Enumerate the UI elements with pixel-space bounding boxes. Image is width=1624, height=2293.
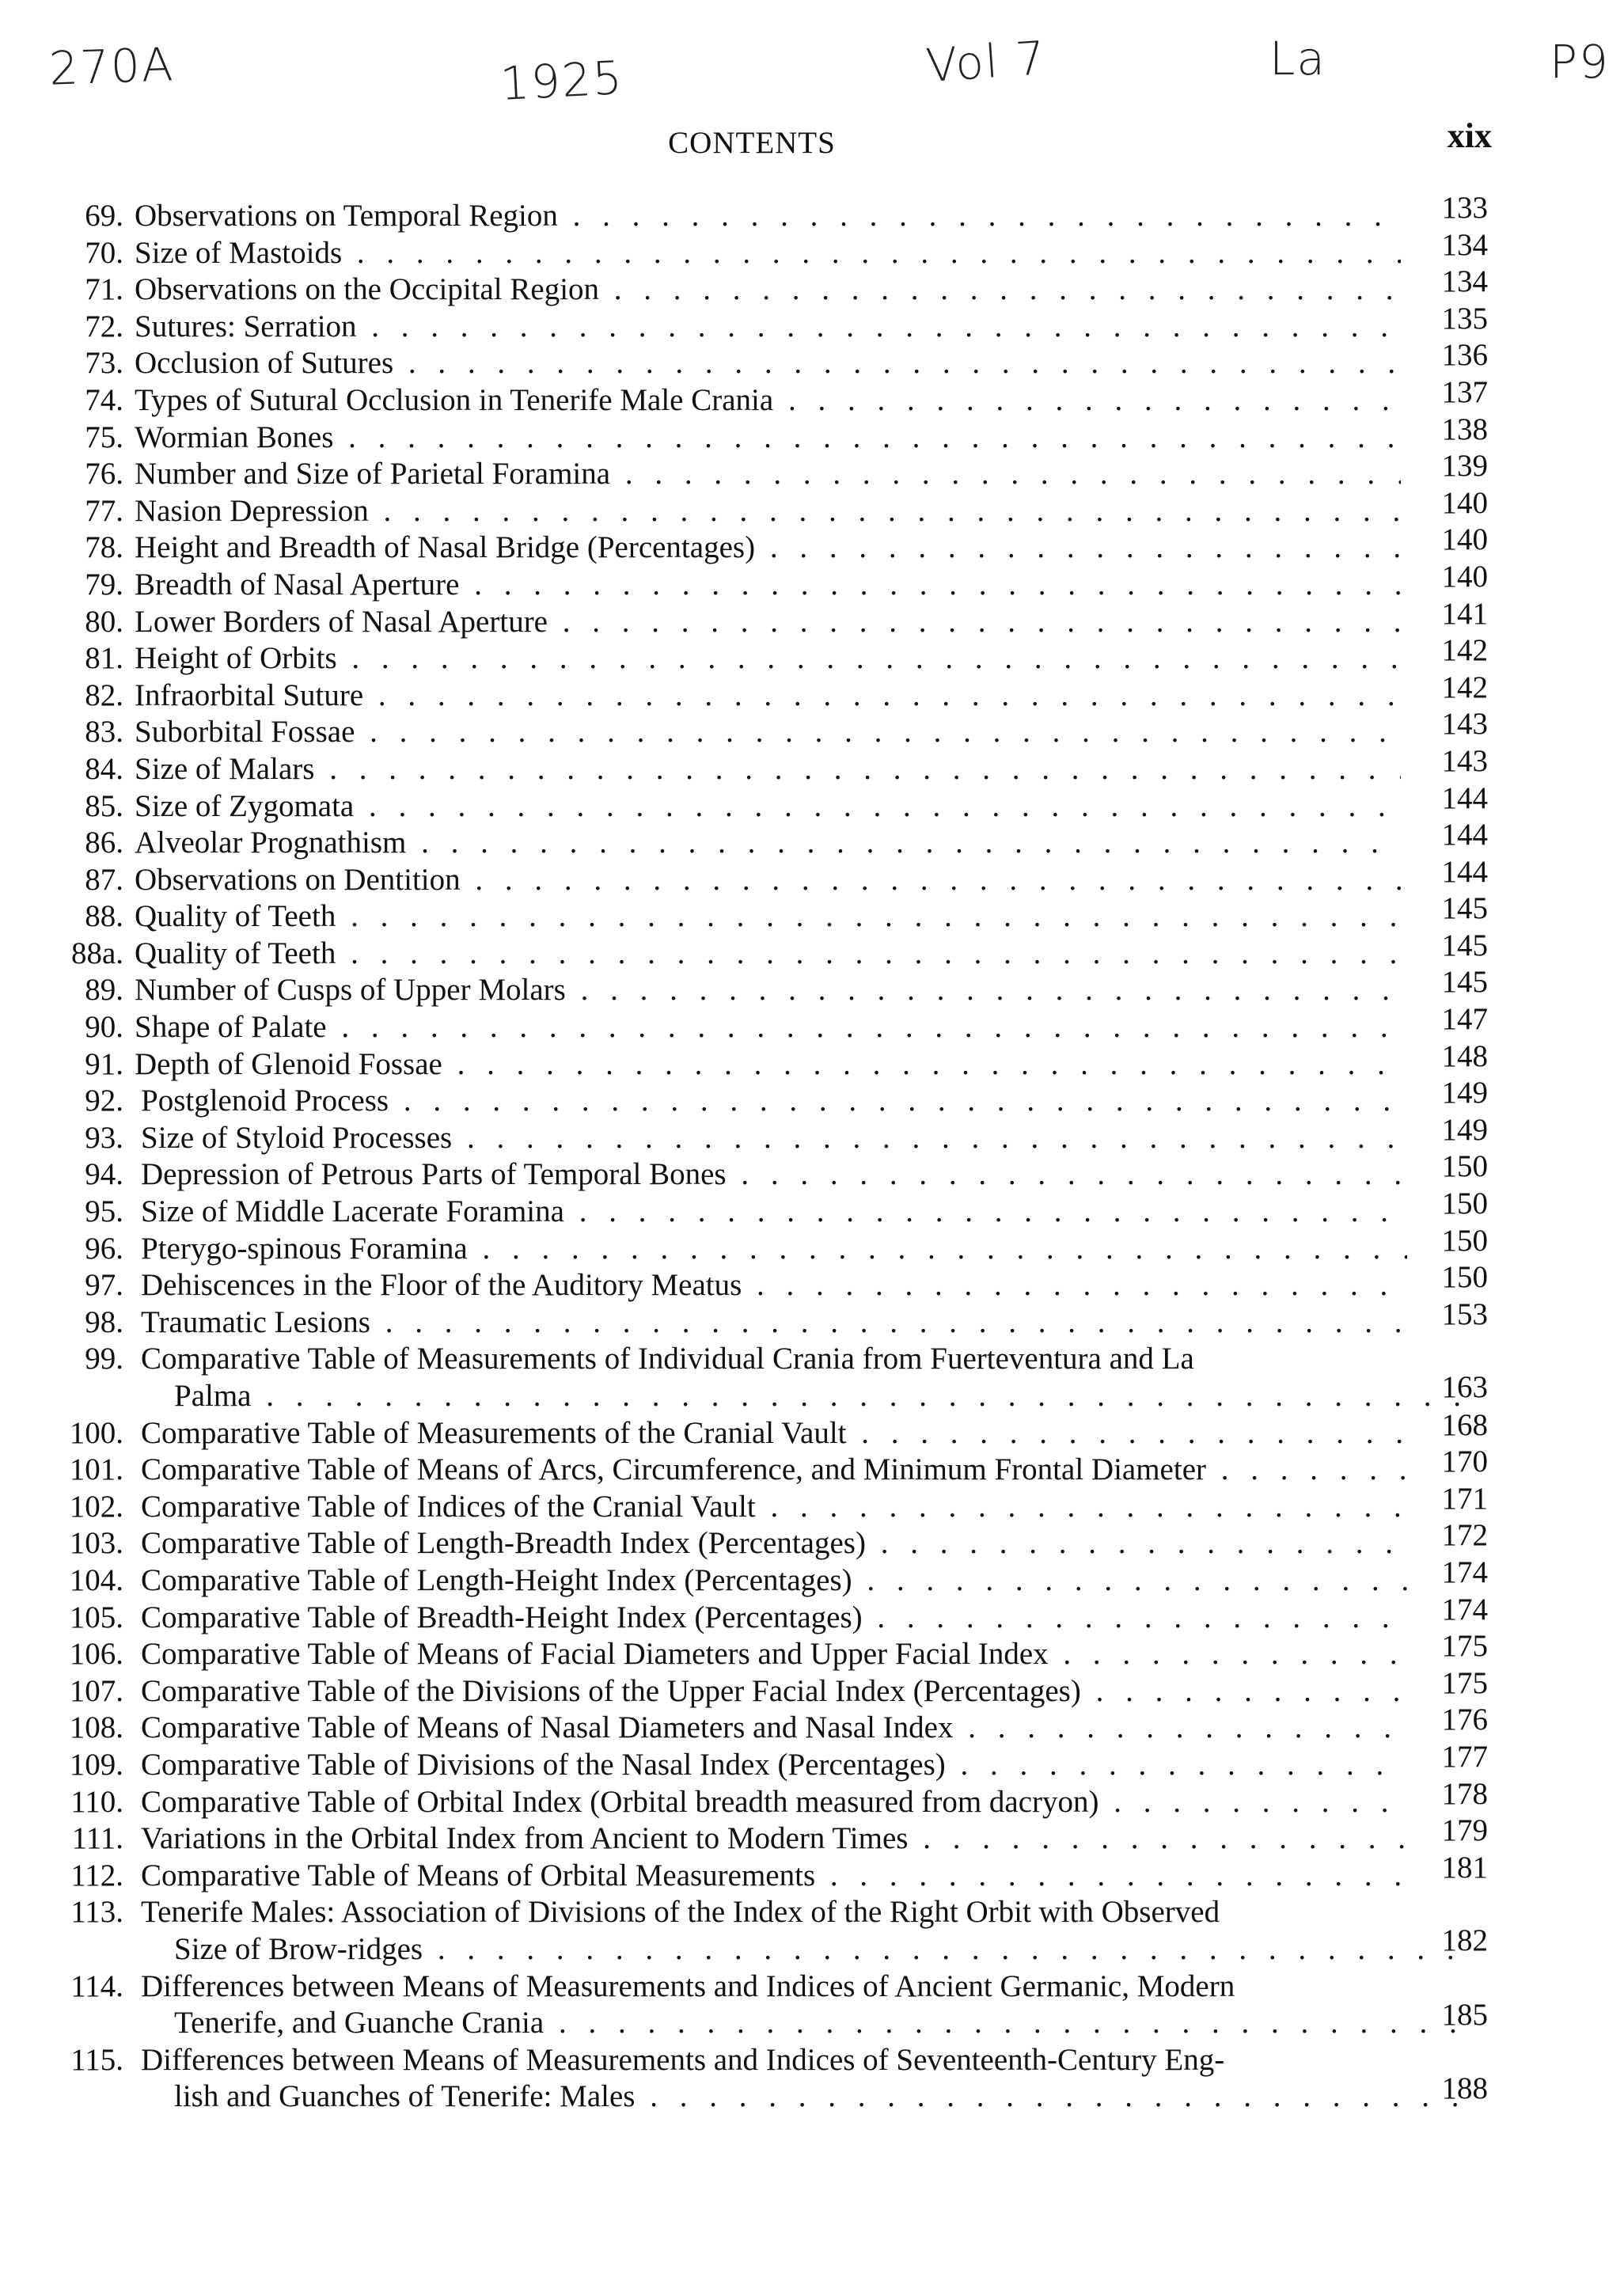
toc-entry-number: 94.: [85, 1157, 123, 1192]
toc-entry-number: 95.: [85, 1194, 123, 1229]
handwritten-note: P9: [1550, 35, 1610, 89]
toc-entry: [47, 670, 1488, 715]
toc-entry-title: [141, 1710, 1407, 1747]
toc-entry-title-text: Depression of Petrous Parts of Temporal Bones: [141, 1157, 727, 1192]
toc-entry-title: [141, 1673, 1407, 1710]
toc-entry-number: 85.: [85, 788, 123, 823]
toc-entry-number: 109.: [69, 1747, 123, 1782]
toc-entry-page: 150: [1441, 1223, 1488, 1258]
toc-entry: [47, 1260, 1488, 1304]
toc-entry: [47, 522, 1488, 567]
toc-entry-title-text: Height of Orbits: [135, 641, 337, 676]
toc-entry-title-text: Size of Styloid Processes: [141, 1120, 453, 1155]
toc-entry-title-text: Comparative Table of Means of Orbital Measurements: [141, 1858, 816, 1892]
toc-entry: [47, 227, 1488, 272]
toc-entry-number: 72.: [85, 309, 123, 344]
toc-entry-page: 135: [1441, 301, 1488, 336]
toc-entry-page: 177: [1441, 1739, 1488, 1774]
toc-entry-page: 179: [1441, 1813, 1488, 1848]
toc-entry-title: [135, 530, 1401, 567]
toc-entry-title: [135, 640, 1401, 678]
toc-entry-page: 141: [1441, 596, 1488, 631]
toc-entry-page: 174: [1441, 1555, 1488, 1589]
toc-entry-title: [135, 493, 1401, 530]
toc-entry-page: 149: [1441, 1076, 1488, 1110]
toc-entry: [47, 1776, 1488, 1821]
toc-entry: [47, 1703, 1488, 1747]
toc-entry-number: 114.: [70, 1968, 123, 2003]
toc-entry-page: 175: [1441, 1629, 1488, 1664]
toc-entry-title: [135, 1009, 1401, 1046]
toc-entry-title: [135, 825, 1401, 862]
toc-entry: [47, 1407, 1488, 1452]
toc-entry-page: 144: [1441, 818, 1488, 852]
toc-entry-title: [135, 456, 1401, 493]
toc-entry-title-text: Size of Malars: [135, 751, 315, 786]
toc-entry-number: 113.: [70, 1895, 123, 1930]
toc-entry: [47, 891, 1488, 936]
toc-entry-page: 163: [1441, 1370, 1488, 1405]
toc-entry-title-text: Comparative Table of Indices of the Cranial Vault: [141, 1489, 756, 1524]
toc-entry-title-continuation: Size of Brow-ridges . . .: [141, 1931, 1463, 1968]
toc-entry-title: [141, 2042, 1463, 2116]
toc-entry-page: 142: [1441, 633, 1488, 668]
toc-entry-title: [141, 1120, 1407, 1157]
toc-entry: [47, 1555, 1488, 1600]
toc-entry-title: [141, 1231, 1407, 1268]
handwritten-note: Vol 7: [924, 30, 1049, 93]
toc-entry-number: 79.: [85, 567, 123, 602]
toc-entry-title: [135, 714, 1401, 751]
toc-entry-title: [141, 1341, 1463, 1414]
toc-entry-title: [135, 936, 1401, 973]
toc-entry: [47, 1518, 1488, 1562]
toc-entry-title: [135, 271, 1401, 309]
toc-entry-number: 97.: [85, 1268, 123, 1303]
toc-entry-title: [135, 972, 1401, 1009]
toc-entry-title-text: Lower Borders of Nasal Aperture: [135, 604, 548, 639]
toc-entry-title-text: Suborbital Fossae: [135, 715, 355, 750]
toc-entry: [47, 1038, 1488, 1084]
toc-entry-page: 140: [1441, 522, 1488, 557]
toc-entry-page: 139: [1441, 449, 1488, 484]
toc-entry-title: [135, 678, 1401, 715]
toc-entry-title-text: Types of Sutural Occlusion in Tenerife Male Crania: [135, 382, 774, 417]
toc-entry-page: 168: [1441, 1407, 1488, 1442]
toc-entry-number: 88a.: [70, 936, 123, 970]
toc-entry-title-text: Number of Cusps of Upper Molars: [135, 973, 566, 1008]
toc-entry-title: [135, 567, 1401, 604]
toc-entry-title-text: Differences between Means of Measurements and Indices of Ancient Germanic, Modern: [141, 1968, 1235, 2003]
toc-entry-title: [141, 1968, 1463, 2042]
toc-entry-title-text: Breadth of Nasal Aperture: [135, 567, 460, 602]
toc-entry-title-text: Depth of Glenoid Fossae: [135, 1046, 442, 1081]
toc-entry-number: 78.: [85, 530, 123, 565]
toc-entry-page: 140: [1441, 485, 1488, 520]
toc-entry-title: [141, 1784, 1407, 1821]
toc-entry-page: 147: [1441, 1002, 1488, 1037]
toc-entry-title: [135, 419, 1401, 457]
toc-entry-title-text: Size of Zygomata: [135, 788, 355, 823]
toc-entry: [47, 449, 1488, 493]
toc-entry-number: 70.: [85, 235, 123, 270]
toc-entry-number: 112.: [70, 1858, 123, 1892]
toc-entry: [47, 1592, 1488, 1637]
toc-entry-number: 96.: [85, 1231, 123, 1266]
toc-entry-number: 69.: [85, 199, 123, 233]
toc-entry-number: 80.: [85, 604, 123, 639]
toc-entry-title-text: Comparative Table of Breadth-Height Index (Percentages): [141, 1600, 863, 1634]
toc-entry-number: 81.: [85, 641, 123, 676]
toc-entry-number: 71.: [85, 272, 123, 307]
toc-entry-title-text: Comparative Table of Length-Breadth Index (Percentages): [141, 1526, 866, 1561]
toc-entry: [47, 707, 1488, 751]
toc-entry-title-text: Comparative Table of the Divisions of the Upper Facial Index (Percentages): [141, 1673, 1081, 1708]
toc-entry-title: [135, 309, 1401, 346]
toc-entry: [47, 1296, 1488, 1342]
toc-entry-page: 138: [1441, 412, 1488, 446]
toc-entry-number: 92.: [85, 1084, 123, 1118]
toc-entry-page: 145: [1441, 928, 1488, 962]
toc-entry-title: [141, 1562, 1407, 1600]
toc-entry-page: 174: [1441, 1592, 1488, 1627]
toc-entry-page: 143: [1441, 743, 1488, 778]
running-title: CONTENTS: [668, 126, 836, 160]
toc-entry-page: 176: [1441, 1703, 1488, 1737]
toc-entry-page: 150: [1441, 1186, 1488, 1221]
toc-entry-title-text: Pterygo-spinous Foramina: [141, 1231, 468, 1266]
toc-entry-title-text: Number and Size of Parietal Foramina: [135, 457, 611, 492]
toc-entry-page: 143: [1441, 707, 1488, 742]
toc-entry-number: 103.: [69, 1526, 123, 1561]
toc-entry-number: 102.: [69, 1489, 123, 1524]
toc-entry-title: [141, 1452, 1407, 1489]
toc-entry-page: 140: [1441, 559, 1488, 594]
toc-entry-number: 76.: [85, 457, 123, 492]
toc-entry-title-text: Dehiscences in the Floor of the Auditory Meatus: [141, 1268, 742, 1303]
toc-entry-page: 172: [1441, 1518, 1488, 1553]
toc-entry: [47, 374, 1488, 419]
toc-entry-title: [135, 604, 1401, 641]
toc-entry-page: 137: [1441, 374, 1488, 409]
toc-entry-page: 188: [1441, 2071, 1488, 2105]
toc-entry-title: [141, 1304, 1407, 1342]
toc-entry-page: 148: [1441, 1038, 1488, 1073]
toc-entry-title-continuation: Palma . . .: [141, 1378, 1463, 1415]
toc-entry-number: 87.: [85, 862, 123, 897]
toc-entry-page: 133: [1441, 191, 1488, 225]
toc-entry: [47, 264, 1488, 309]
contents-list: [47, 191, 1488, 2116]
toc-entry-title: [141, 1083, 1407, 1120]
toc-entry-title-text: Comparative Table of Length-Height Index (Percentages): [141, 1562, 852, 1597]
toc-entry: [47, 301, 1488, 346]
toc-entry-title: [135, 788, 1401, 826]
toc-entry-title: [135, 235, 1401, 272]
toc-entry-number: 86.: [85, 826, 123, 860]
toc-entry-title-text: Variations in the Orbital Index from Ancient to Modern Times: [141, 1821, 909, 1856]
toc-entry-title-text: Size of Middle Lacerate Foramina: [141, 1194, 564, 1229]
toc-entry-number: 101.: [69, 1452, 123, 1487]
toc-entry-title: [141, 1820, 1407, 1858]
toc-entry: [47, 1445, 1488, 1489]
toc-entry-title-text: Tenerife Males: Association of Divisions of the Index of the Right Orbit with Observed: [141, 1895, 1220, 1930]
toc-entry-title: [135, 751, 1401, 788]
toc-entry-title-text: Comparative Table of Means of Arcs, Circumference, and Minimum Frontal Diameter: [141, 1452, 1206, 1487]
toc-entry-title-text: Differences between Means of Measurements and Indices of Seventeenth-Century Eng-: [141, 2042, 1225, 2077]
toc-entry: [47, 1665, 1488, 1710]
handwritten-note: 1925: [499, 50, 625, 112]
toc-entry-title-text: Occlusion of Sutures: [135, 346, 394, 381]
toc-entry-page: 171: [1441, 1481, 1488, 1516]
toc-entry-title-text: Quality of Teeth: [135, 936, 336, 970]
toc-entry-page: 153: [1441, 1296, 1488, 1331]
toc-entry-number: 100.: [69, 1415, 123, 1450]
toc-entry: [47, 485, 1488, 530]
toc-entry-number: 98.: [85, 1304, 123, 1339]
toc-entry-title: [141, 1636, 1407, 1673]
toc-entry-number: 88.: [85, 899, 123, 934]
toc-entry: [47, 559, 1488, 604]
toc-entry: [47, 633, 1488, 678]
toc-entry-number: 84.: [85, 751, 123, 786]
toc-entry-number: 107.: [69, 1673, 123, 1708]
toc-entry: [47, 338, 1488, 382]
toc-entry-number: 115.: [70, 2042, 123, 2077]
toc-entry: [47, 1629, 1488, 1673]
page-number: xix: [1447, 116, 1492, 155]
toc-entry-title-text: Height and Breadth of Nasal Bridge (Percentages): [135, 530, 756, 565]
toc-entry-title-text: Observations on Temporal Region: [135, 199, 558, 233]
toc-entry: [47, 1341, 1488, 1414]
toc-entry-title: [135, 198, 1401, 235]
toc-entry-page: 170: [1441, 1445, 1488, 1479]
toc-entry-page: 144: [1441, 780, 1488, 815]
toc-entry-title: [141, 1489, 1407, 1526]
toc-entry-title-text: Traumatic Lesions: [141, 1304, 370, 1339]
toc-entry-page: 150: [1441, 1260, 1488, 1295]
toc-entry: [47, 1739, 1488, 1784]
toc-entry-title: [141, 1600, 1407, 1637]
toc-entry: [47, 2042, 1488, 2116]
toc-entry-page: 142: [1441, 670, 1488, 704]
toc-entry: [47, 928, 1488, 973]
toc-entry-number: 108.: [69, 1710, 123, 1745]
toc-entry-number: 75.: [85, 419, 123, 454]
toc-entry-title-text: Size of Mastoids: [135, 235, 343, 270]
toc-entry-title-text: Shape of Palate: [135, 1010, 327, 1045]
toc-entry-page: 149: [1441, 1112, 1488, 1147]
toc-entry: [47, 191, 1488, 235]
toc-entry-title: [141, 1894, 1463, 1968]
toc-entry-number: 106.: [69, 1637, 123, 1672]
toc-entry-page: 150: [1441, 1149, 1488, 1184]
toc-entry-number: 83.: [85, 715, 123, 750]
toc-entry-title: [135, 345, 1401, 382]
toc-entry-title-text: Sutures: Serration: [135, 309, 357, 344]
toc-entry-page: 134: [1441, 264, 1488, 299]
toc-entry-title-text: Comparative Table of Divisions of the Nasal Index (Percentages): [141, 1747, 946, 1782]
toc-entry-title: [135, 898, 1401, 936]
toc-entry-page: 136: [1441, 338, 1488, 373]
handwritten-note: La: [1269, 32, 1326, 85]
toc-entry: [47, 1186, 1488, 1231]
toc-entry: [47, 596, 1488, 641]
toc-entry-number: 77.: [85, 493, 123, 528]
toc-entry-title-text: Observations on Dentition: [135, 862, 461, 897]
toc-entry-number: 90.: [85, 1010, 123, 1045]
toc-entry-title-text: Comparative Table of Means of Nasal Diameters and Nasal Index: [141, 1710, 954, 1745]
toc-entry-page: 145: [1441, 965, 1488, 1000]
toc-entry-page: 181: [1441, 1850, 1488, 1885]
toc-entry-title: [141, 1747, 1407, 1784]
toc-entry-title-continuation: Tenerife, and Guanche Crania . . .: [141, 2005, 1463, 2042]
toc-entry-page: 175: [1441, 1665, 1488, 1700]
toc-entry-page: 134: [1441, 227, 1488, 262]
toc-entry-number: 105.: [69, 1600, 123, 1634]
toc-entry-title: [141, 1156, 1407, 1194]
toc-entry-number: 104.: [69, 1562, 123, 1597]
toc-entry-title-text: Infraorbital Suture: [135, 678, 364, 712]
toc-entry: [47, 1968, 1488, 2042]
handwritten-note: 270A: [47, 37, 176, 96]
toc-entry-number: 110.: [70, 1784, 123, 1819]
toc-entry-title: [141, 1525, 1407, 1562]
toc-entry-number: 93.: [85, 1120, 123, 1155]
toc-entry-title: [141, 1415, 1407, 1452]
toc-entry-title-text: Nasion Depression: [135, 493, 369, 528]
toc-entry-title: [141, 1858, 1407, 1895]
toc-entry-title-text: Comparative Table of Measurements of Individual Crania from Fuerteventura and La: [141, 1342, 1194, 1376]
toc-entry: [47, 965, 1488, 1009]
toc-entry-number: 99.: [85, 1342, 123, 1376]
toc-entry: [47, 1894, 1488, 1968]
toc-entry-title-text: Comparative Table of Means of Facial Diameters and Upper Facial Index: [141, 1637, 1049, 1672]
toc-entry-title-text: Observations on the Occipital Region: [135, 272, 600, 307]
toc-entry: [47, 854, 1488, 899]
toc-entry-number: 111.: [71, 1821, 123, 1856]
toc-entry: [47, 1002, 1488, 1046]
toc-entry-title: [141, 1267, 1407, 1304]
toc-entry-title-continuation: lish and Guanches of Tenerife: Males . . .: [141, 2079, 1463, 2116]
toc-entry-page: 145: [1441, 891, 1488, 926]
toc-entry: [47, 1850, 1488, 1895]
toc-entry: [47, 818, 1488, 862]
toc-entry-title-text: Postglenoid Process: [141, 1084, 389, 1118]
toc-entry-page: 178: [1441, 1776, 1488, 1811]
toc-entry-title: [135, 862, 1401, 899]
toc-entry-title-text: Alveolar Prognathism: [135, 826, 407, 860]
toc-entry-number: 89.: [85, 973, 123, 1008]
toc-entry-number: 82.: [85, 678, 123, 712]
toc-entry: [47, 1813, 1488, 1858]
toc-entry-number: 73.: [85, 346, 123, 381]
toc-entry-page: 182: [1441, 1923, 1488, 1958]
toc-entry: [47, 1481, 1488, 1526]
toc-entry-title-text: Wormian Bones: [135, 419, 334, 454]
toc-entry: [47, 412, 1488, 457]
toc-entry-page: 144: [1441, 854, 1488, 889]
toc-entry-title-text: Comparative Table of Measurements of the Cranial Vault: [141, 1415, 847, 1450]
toc-entry-number: 91.: [85, 1046, 123, 1081]
toc-entry-title: [135, 1046, 1401, 1084]
toc-entry: [47, 1076, 1488, 1120]
toc-entry: [47, 1149, 1488, 1194]
toc-entry-title-text: Comparative Table of Orbital Index (Orbital breadth measured from dacryon): [141, 1784, 1099, 1819]
toc-entry-title: [141, 1194, 1407, 1231]
toc-entry: [47, 1223, 1488, 1268]
toc-entry: [47, 743, 1488, 788]
toc-entry-number: 74.: [85, 382, 123, 417]
toc-entry: [47, 780, 1488, 826]
toc-entry-title: [135, 382, 1401, 419]
toc-entry-title-text: Quality of Teeth: [135, 899, 336, 934]
toc-entry: [47, 1112, 1488, 1157]
toc-entry-page: 185: [1441, 1997, 1488, 2032]
